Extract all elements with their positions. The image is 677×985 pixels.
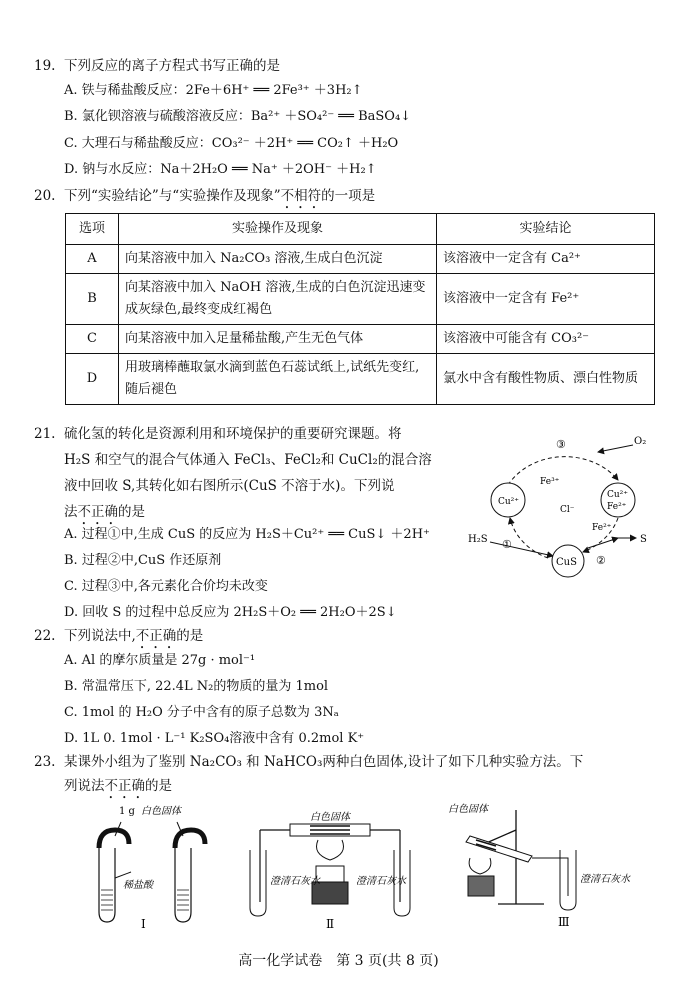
q22-option-c: C. 1mol 的 H₂O 分子中含有的原子总数为 3Nₐ: [64, 705, 339, 720]
row-conclusion: 该溶液中一定含有 Fe²⁺: [437, 274, 655, 325]
o2-label: O₂: [634, 436, 647, 447]
q23-figure-3: [448, 800, 630, 930]
fig3-tube: [466, 836, 532, 862]
q23-figure-2: [240, 810, 420, 930]
q20-emphasis: 不相符: [280, 188, 322, 204]
row-operation: 用玻璃棒蘸取氯水滴到蓝色石蕊试纸上,试纸先变红,随后褪色: [119, 354, 437, 405]
fig3-pipe: [532, 858, 568, 896]
q21-option-b: B. 过程②中,CuS 作还原剂: [64, 553, 222, 568]
q19-stem: [34, 52, 280, 80]
q22-option-d: D. 1L 0. 1mol · L⁻¹ K₂SO₄溶液中含有 0.2mol K⁺: [64, 731, 365, 746]
q21-line-1: [34, 420, 402, 448]
fig1-liquid-right: [177, 890, 189, 910]
fig1-liquid-left: [101, 890, 113, 910]
cu-label: Cu²⁺: [498, 497, 520, 507]
fe-arrow: [588, 538, 618, 548]
cycle-arc-left: [510, 518, 548, 558]
fig3-number: Ⅲ: [558, 915, 570, 929]
fe3-label: Fe³⁺: [540, 477, 560, 487]
q20-table: [65, 213, 655, 405]
fig2-beaker-left: [250, 850, 266, 916]
table-row: [66, 245, 655, 274]
row-option: D: [66, 354, 119, 405]
header-operation: 实验操作及现象: [119, 214, 437, 245]
step2-label: ②: [596, 554, 606, 567]
fig3-right-label: 澄清石灰水: [580, 874, 630, 885]
q23-text-2b: 的是: [145, 778, 172, 794]
fig1-balloon-left: [99, 830, 129, 848]
q19-option-a: A. 铁与稀盐酸反应：2Fe＋6H⁺ ══ 2Fe³⁺ ＋3H₂↑: [64, 83, 363, 98]
q21-option-c: C. 过程③中,各元素化合价均未改变: [64, 579, 268, 594]
table-header-row: [66, 214, 655, 245]
q20-text-b: 的一项是: [321, 188, 376, 204]
fig1-acid-pointer: [115, 872, 131, 878]
q23-number: 23.: [34, 754, 56, 770]
fig1-tube-right: [175, 848, 191, 922]
q23-text-1: 某课外小组为了鉴别 Na₂CO₃ 和 NaHCO₃两种白色固体,设计了如下几种实验方法。下: [64, 754, 584, 770]
q21-line-3: 液中回收 S,其转化如右图所示(CuS 不溶于水)。下列说: [64, 478, 395, 494]
q19-text: 下列反应的离子方程式书写正确的是: [64, 58, 280, 74]
page-footer: 高一化学试卷 第 3 页(共 8 页): [238, 953, 439, 969]
fig1-solid-label: 白色固体: [141, 806, 181, 817]
q20-stem: [34, 182, 375, 212]
q21-text-4a: 法: [64, 504, 78, 520]
fig1-balloon-right: [175, 830, 205, 848]
fig1-tube-left: [99, 848, 115, 922]
row-option: A: [66, 245, 119, 274]
row-conclusion: 该溶液中一定含有 Ca²⁺: [437, 245, 655, 274]
fe-right-label: Fe²⁺: [607, 502, 627, 512]
step1-label: ①: [502, 538, 512, 551]
q22-text-b: 的是: [176, 628, 204, 644]
q21-option-d: D. 回收 S 的过程中总反应为 2H₂S＋O₂ ══ 2H₂O＋2S↓: [64, 605, 397, 620]
fig3-flame: [469, 858, 491, 874]
fig1-number: Ⅰ: [141, 917, 146, 931]
step3-label: ③: [556, 438, 566, 451]
fig2-right-label: 澄清石灰水: [356, 876, 406, 887]
row-operation: 向某溶液中加入足量稀盐酸,产生无色气体: [119, 325, 437, 354]
fig1-mass-label: 1 g: [119, 806, 135, 817]
q19-number: 19.: [34, 58, 56, 74]
fig2-flame: [317, 840, 344, 860]
q21-number: 21.: [34, 426, 56, 442]
fig2-burner: [316, 866, 344, 882]
q21-line-2: H₂S 和空气的混合气体通入 FeCl₃、FeCl₂和 CuCl₂的混合溶: [64, 452, 432, 468]
q22-emphasis: 不正确: [135, 628, 177, 644]
row-option: B: [66, 274, 119, 325]
h2s-label: H₂S: [468, 534, 488, 545]
fig3-burner: [468, 876, 494, 896]
s-label: S: [640, 534, 647, 545]
row-operation: 向某溶液中加入 NaOH 溶液,生成的白色沉淀迅速变成灰绿色,最终变成红褐色: [119, 274, 437, 325]
q19-option-b: B. 氯化钡溶液与硫酸溶液反应：Ba²⁺ ＋SO₄²⁻ ══ BaSO₄↓: [64, 109, 412, 124]
q21-text-1: 硫化氢的转化是资源利用和环境保护的重要研究课题。将: [64, 426, 402, 442]
q22-number: 22.: [34, 628, 56, 644]
q19-option-c: C. 大理石与稀盐酸反应：CO₃²⁻ ＋2H⁺ ══ CO₂↑ ＋H₂O: [64, 136, 399, 151]
cu-right-label: Cu²⁺: [607, 490, 629, 500]
fig2-number: Ⅱ: [326, 917, 335, 931]
q20-number: 20.: [34, 188, 56, 204]
fig3-solid-label: 白色固体: [448, 804, 488, 815]
row-conclusion: 该溶液中可能含有 CO₃²⁻: [437, 325, 655, 354]
q21-text-4b: 的是: [118, 504, 145, 520]
fig2-left-label: 澄清石灰水: [270, 876, 320, 887]
q21-emphasis: 不正确: [77, 504, 118, 520]
table-row: [66, 274, 655, 325]
table-row: [66, 354, 655, 405]
q22-option-b: B. 常温常压下, 22.4L N₂的物质的量为 1mol: [64, 679, 329, 694]
row-option: C: [66, 325, 119, 354]
q22-option-a: A. Al 的摩尔质量是 27g · mol⁻¹: [64, 653, 256, 668]
q21-cycle-diagram: [468, 430, 668, 580]
header-option: 选项: [66, 214, 119, 245]
table-row: [66, 325, 655, 354]
cus-label: CuS: [556, 557, 577, 568]
header-conclusion: 实验结论: [437, 214, 655, 245]
q20-text-a: 下列“实验结论”与“实验操作及现象”: [64, 188, 281, 204]
q19-option-d: D. 钠与水反应：Na＋2H₂O ══ Na⁺ ＋2OH⁻ ＋H₂↑: [64, 162, 377, 177]
cl-label: Cl⁻: [560, 505, 575, 515]
row-operation: 向某溶液中加入 Na₂CO₃ 溶液,生成白色沉淀: [119, 245, 437, 274]
o2-arrow: [598, 445, 633, 452]
q23-emphasis: 不正确: [104, 778, 145, 794]
fe2-label: Fe²⁺: [592, 523, 612, 533]
h2s-arrow: [490, 542, 553, 556]
cycle-arc-top: [508, 457, 618, 485]
fig2-solid-label: 白色固体: [310, 812, 350, 823]
fig2-solid: [310, 826, 350, 834]
q23-text-2a: 列说法: [64, 778, 105, 794]
row-conclusion: 氯水中含有酸性物质、漂白性物质: [437, 354, 655, 405]
fig1-acid-label: 稀盐酸: [123, 880, 153, 891]
q22-text-a: 下列说法中,: [64, 628, 136, 644]
q21-option-a: A. 过程①中,生成 CuS 的反应为 H₂S＋Cu²⁺ ══ CuS↓ ＋2H⁺: [64, 527, 430, 542]
q23-figure-1: [85, 800, 225, 930]
q23-line-2: [64, 772, 172, 802]
